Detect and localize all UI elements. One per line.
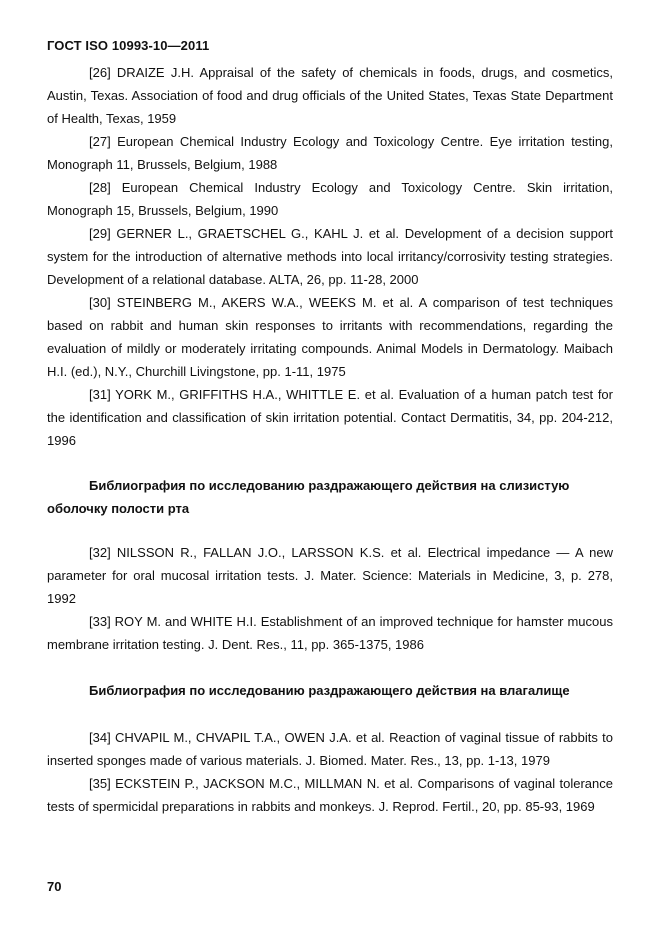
section-oral-mucosa xyxy=(47,474,613,520)
reference-34: [34] CHVAPIL M., CHVAPIL T.A., OWEN J.A. et al. Reaction of vaginal tissue of rabbits to inserted sponges made of various materials. J. Biomed. Mater. Res., 13, pp. 1-13, 1979 xyxy=(47,730,613,768)
section-title-vaginal: Библиография по исследованию раздражающего действия на влагалище xyxy=(89,683,570,698)
section-vaginal xyxy=(47,679,613,702)
page-number: 70 xyxy=(47,879,62,894)
reference-35: [35] ECKSTEIN P., JACKSON M.C., MILLMAN N. et al. Comparisons of vaginal tolerance tests of spermicidal preparations in rabbits and monkeys. J. Reprod. Fertil., 20, pp. 85-93, 1969 xyxy=(47,776,613,814)
reference-30: [30] STEINBERG M., AKERS W.A., WEEKS M. et al. A comparison of test techniques based on rabbit and human skin responses to irritants with recommendations, regarding the evaluation of mildly or moderately irritating compounds. Animal Models in Dermatology. Maibach H.I. (ed.), N.Y., Churchill Livingstone, pp. 1-11, 1975 xyxy=(47,295,613,379)
reference-33: [33] ROY M. and WHITE H.I. Establishment of an improved technique for hamster mucous membrane irritation testing. J. Dent. Res., 11, pp. 365-1375, 1986 xyxy=(47,614,613,652)
reference-29: [29] GERNER L., GRAETSCHEL G., KAHL J. et al. Development of a decision support system for the introduction of alternative methods into local irritancy/corrosivity testing strategies. Development of a relational database. ALTA, 26, pp. 11-28, 2000 xyxy=(47,226,613,287)
reference-26: [26] DRAIZE J.H. Appraisal of the safety of chemicals in foods, drugs, and cosmetics, Austin, Texas. Association of food and drug officials of the United States, Texas State Department of Health, Texas, 1959 xyxy=(47,65,613,126)
bibliography-list-oral-mucosa xyxy=(47,541,613,656)
section-title-oral-mucosa: Библиография по исследованию раздражающего действия на слизистую оболочку полости рта xyxy=(47,478,570,516)
reference-27: [27] European Chemical Industry Ecology and Toxicology Centre. Eye irritation testing, Monograph 11, Brussels, Belgium, 1988 xyxy=(47,134,613,172)
reference-28: [28] European Chemical Industry Ecology and Toxicology Centre. Skin irritation, Monograph 15, Brussels, Belgium, 1990 xyxy=(47,180,613,218)
bibliography-list-vaginal xyxy=(47,726,613,818)
reference-32: [32] NILSSON R., FALLAN J.O., LARSSON K.S. et al. Electrical impedance — A new parameter for oral mucosal irritation tests. J. Mater. Science: Materials in Medicine, 3, p. 278, 1992 xyxy=(47,545,613,606)
standard-header: ГОСТ ISO 10993-10—2011 xyxy=(47,38,210,53)
bibliography-list-general xyxy=(47,61,613,452)
reference-31: [31] YORK M., GRIFFITHS H.A., WHITTLE E. et al. Evaluation of a human patch test for the identification and classification of skin irritation potential. Contact Dermatitis, 34, pp. 204-212, 1996 xyxy=(47,387,613,448)
